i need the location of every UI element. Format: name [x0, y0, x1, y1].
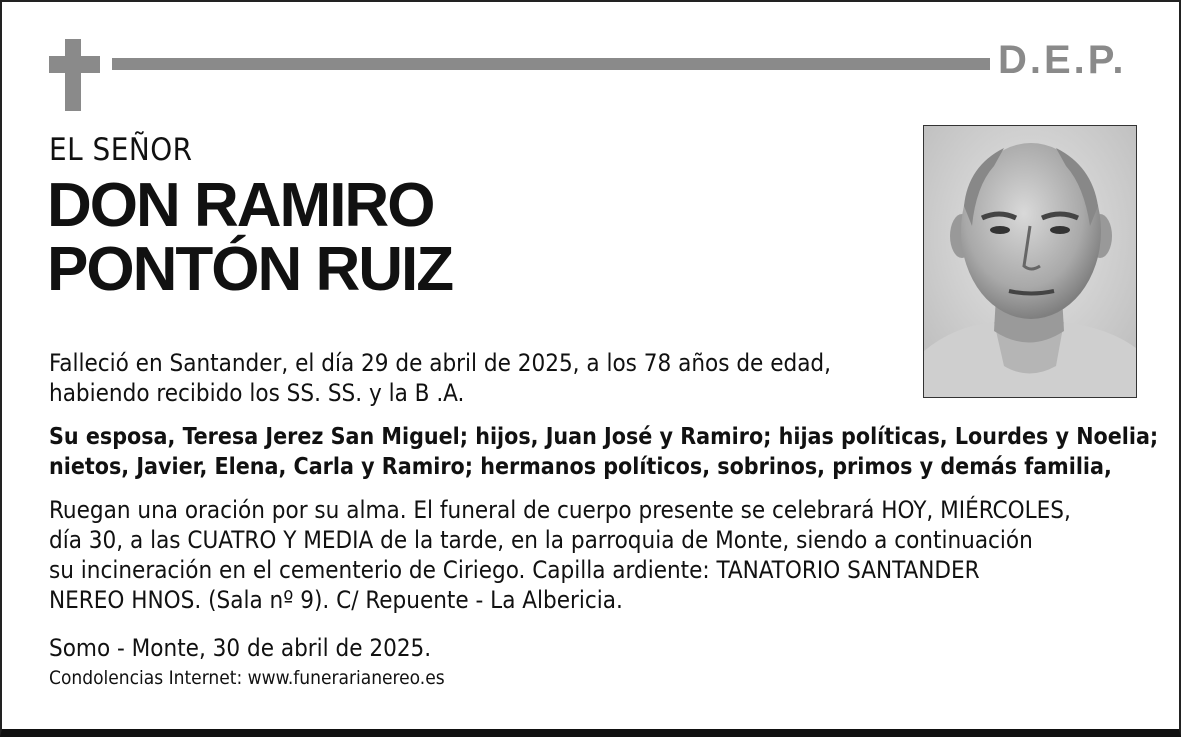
death-notice [49, 348, 831, 408]
funeral-line: día 30, a las CUATRO Y MEDIA de la tarde, en la parroquia de Monte, siendo a continuación [49, 526, 1033, 554]
condolences-note: Condolencias Internet: www.funerarianereo.es [49, 667, 445, 689]
dep-label: D.E.P. [998, 38, 1127, 82]
family-line: Su esposa, Teresa Jerez San Miguel; hijos, Juan José y Ramiro; hijas políticas, Lourdes y Noelia; [49, 424, 1159, 450]
name-line-2: PONTÓN RUIZ [47, 235, 453, 304]
cross-icon-horizontal [49, 56, 100, 73]
cross-icon-vertical [65, 39, 81, 111]
deceased-photo [923, 125, 1137, 398]
family-line: nietos, Javier, Elena, Carla y Ramiro; hermanos políticos, sobrinos, primos y demás familia, [49, 454, 1112, 480]
place-date: Somo - Monte, 30 de abril de 2025. [49, 634, 432, 662]
funeral-details [49, 495, 1071, 615]
family-list [49, 422, 1158, 482]
deceased-name [47, 171, 453, 304]
funeral-line: su incineración en el cementerio de Ciriego. Capilla ardiente: TANATORIO SANTANDER [49, 556, 980, 584]
honorific: EL SEÑOR [49, 132, 193, 168]
funeral-line: Ruegan una oración por su alma. El funeral de cuerpo presente se celebrará HOY, MIÉRCOLES, [49, 496, 1071, 524]
death-notice-line: Falleció en Santander, el día 29 de abril de 2025, a los 78 años de edad, [49, 349, 831, 377]
death-notice-line: habiendo recibido los SS. SS. y la B .A. [49, 379, 465, 407]
header-rule [112, 58, 990, 70]
portrait-image [924, 126, 1136, 397]
funeral-line: NEREO HNOS. (Sala nº 9). C/ Repuente - La Albericia. [49, 586, 623, 614]
name-line-1: DON RAMIRO [47, 171, 434, 240]
